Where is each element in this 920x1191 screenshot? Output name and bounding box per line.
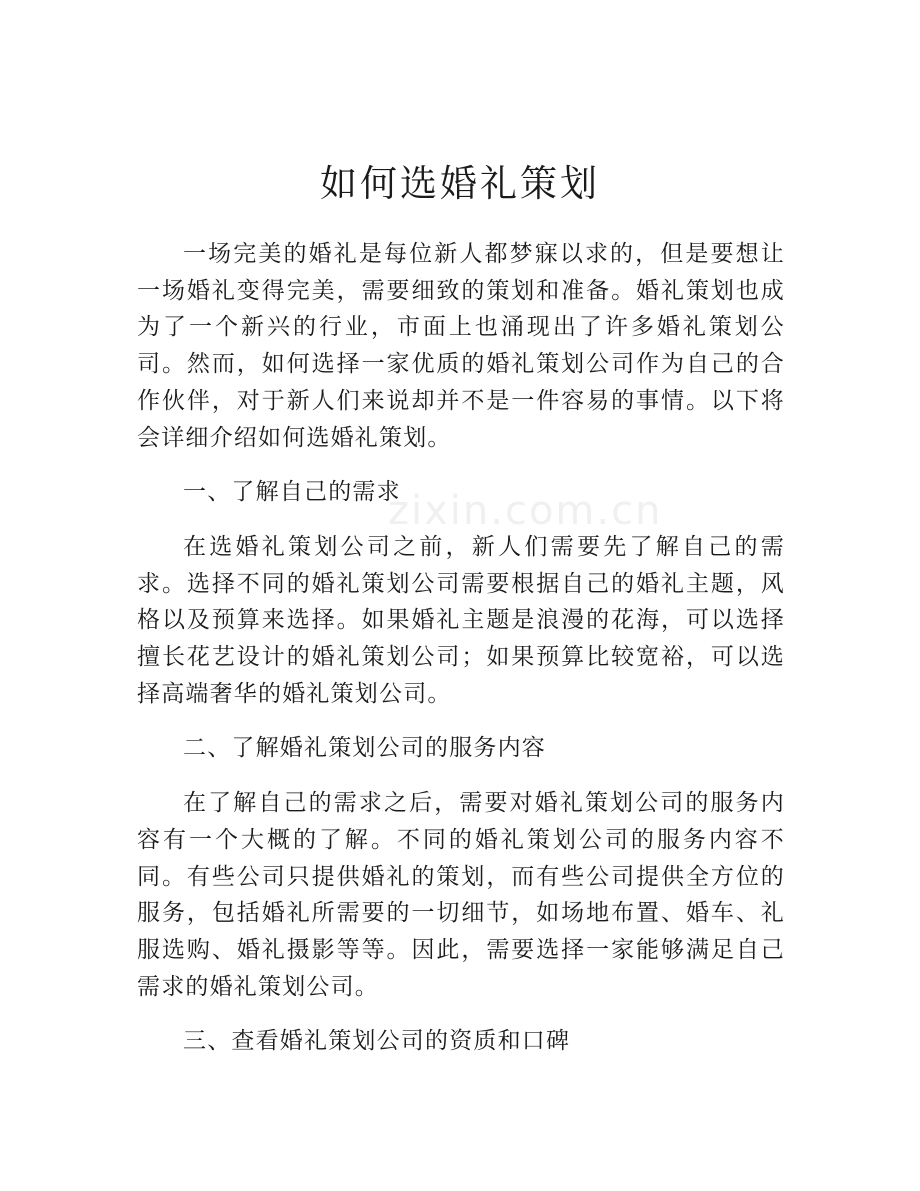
- watermark: zixin.com.cn: [388, 488, 663, 534]
- section-heading-2: 二、了解婚礼策划公司的服务内容: [183, 735, 546, 762]
- section-paragraph-1: 在选婚礼策划公司之前，新人们需要先了解自己的需求。选择不同的婚礼策划公司需要根据自己的婚礼主题，风格以及预算来选择。如果婚礼主题是浪漫的花海，可以选择擅长花艺设计的婚礼策划公司；如果预算比较宽裕，可以选择高端奢华的婚礼策划公司。: [137, 533, 785, 707]
- section-heading-1: 一、了解自己的需求: [183, 479, 401, 506]
- document-title: 如何选婚礼策划: [320, 162, 600, 205]
- intro-paragraph: 一场完美的婚礼是每位新人都梦寐以求的，但是要想让一场婚礼变得完美，需要细致的策划和准备。婚礼策划也成为了一个新兴的行业，市面上也涌现出了许多婚礼策划公司。然而，如何选择一家优质的婚礼策划公司作为自己的合作伙伴，对于新人们来说却并不是一件容易的事情。以下将会详细介绍如何选婚礼策划。: [137, 241, 785, 451]
- document-body: [137, 236, 785, 1078]
- section-paragraph-2: 在了解自己的需求之后，需要对婚礼策划公司的服务内容有一个大概的了解。不同的婚礼策划公司的服务内容不同。有些公司只提供婚礼的策划，而有些公司提供全方位的服务，包括婚礼所需要的一切细节，如场地布置、婚车、礼服选购、婚礼摄影等等。因此，需要选择一家能够满足自己需求的婚礼策划公司。: [137, 790, 785, 1000]
- section-heading-3: 三、查看婚礼策划公司的资质和口碑: [183, 1028, 571, 1055]
